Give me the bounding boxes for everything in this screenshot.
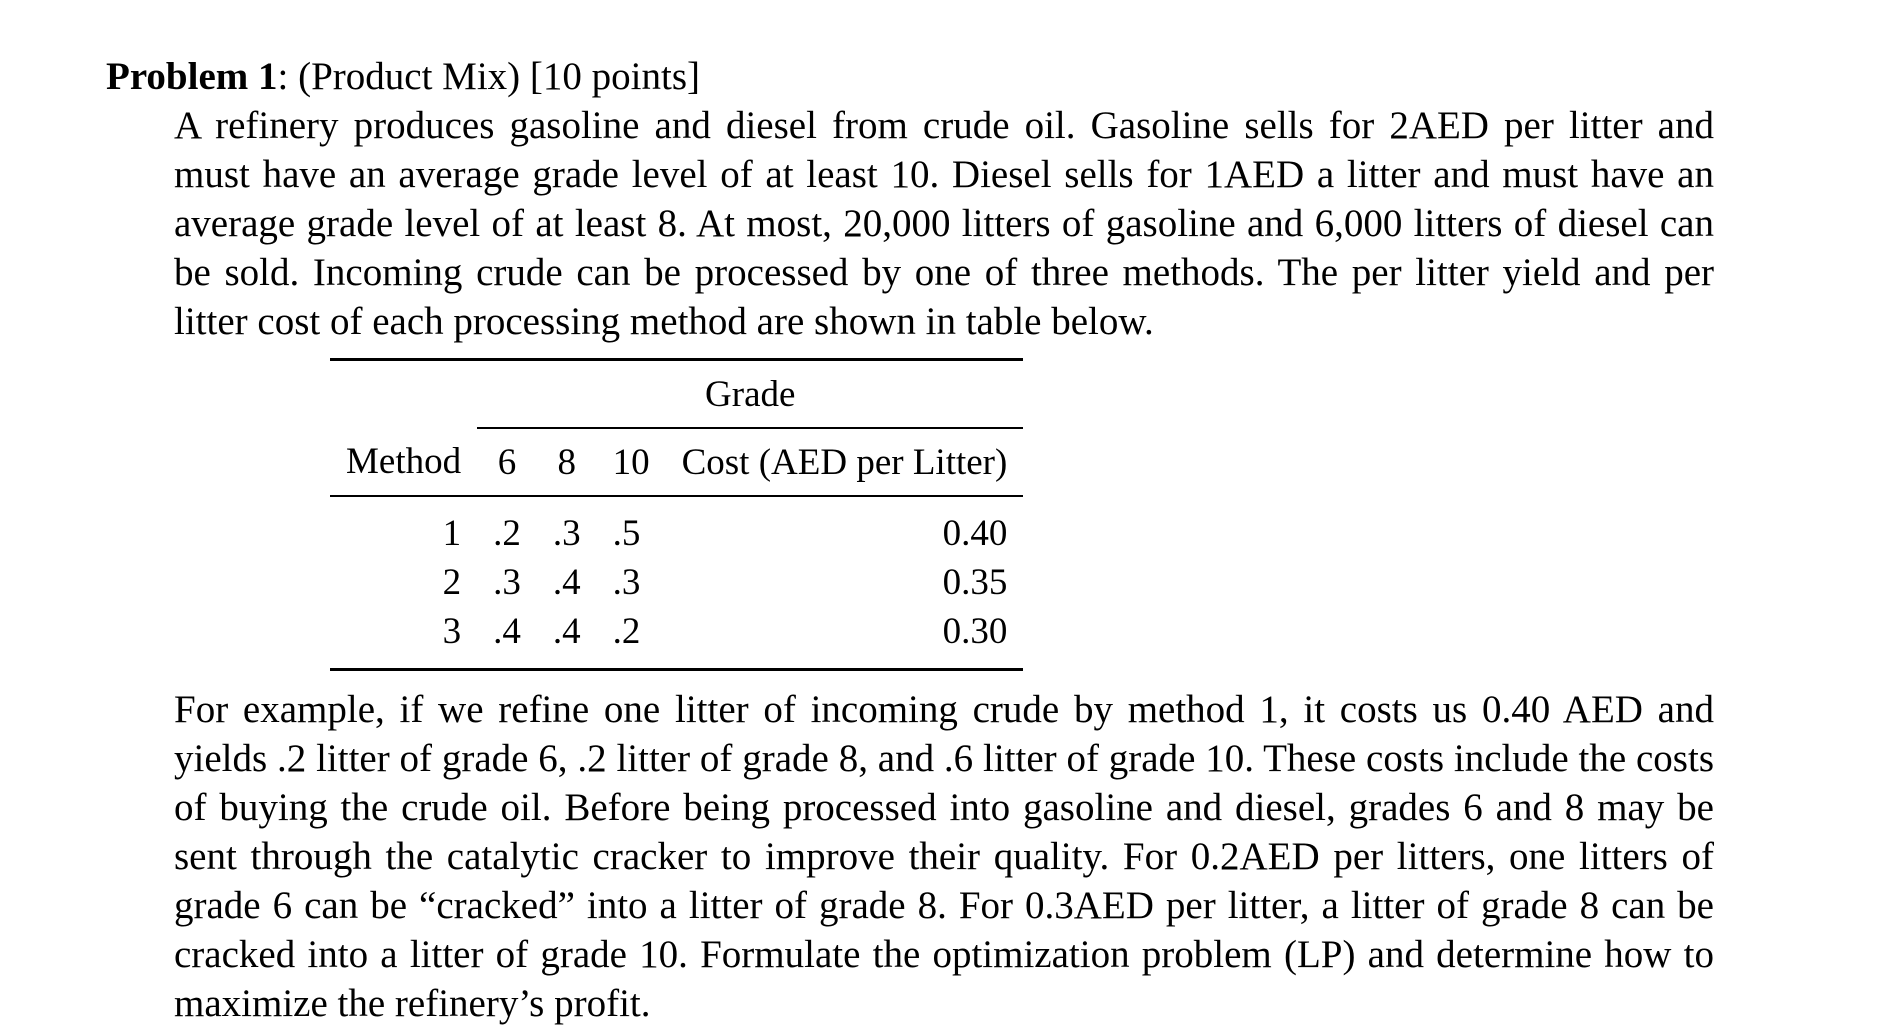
example-paragraph: For example, if we refine one litter of incoming crude by method 1, it costs us 0.40 AED and yields .2 litter of grade 6, .2 litter of grade 8, and .6 litter of grade 10. These costs include the costs of buying the crude oil. Before being processed into gasoline and diesel, grades 6 and 8 may be sent through the catalytic cracker to improve their quality. For 0.2AED per litters, one litters of grade 6 can be “cracked” into a litter of grade 8. For 0.3AED per litter, a litter of grade 8 can be cracked into a litter of grade 10. Formulate the optimization problem (LP) and determine how to maximize the refinery’s profit. xyxy=(174,688,1714,1025)
problem-subtitle: : (Product Mix) [10 points] xyxy=(277,55,700,98)
cell-grade-8: .4 xyxy=(552,611,581,652)
table-header-row xyxy=(330,428,1023,496)
table-row xyxy=(330,607,1023,670)
column-header-method: Method xyxy=(330,428,477,496)
intro-paragraph: A refinery produces gasoline and diesel from crude oil. Gasoline sells for 2AED per litter and must have an average grade level of at least 10. Diesel sells for 1AED a litter and must have an average grade level of at least 8. At most, 20,000 litters of gasoline and 6,000 litters of diesel can be sold. Incoming crude can be processed by one of three methods. The per litter yield and per litter cost of each processing method are shown in table below. xyxy=(174,104,1714,343)
cell-grade-10: .5 xyxy=(612,513,641,554)
cell-method: 2 xyxy=(442,562,462,603)
cell-grade-6: .3 xyxy=(493,562,521,603)
table-group-row xyxy=(330,361,1023,428)
column-header-cost: Cost (AED per Litter) xyxy=(666,428,1024,496)
table-bottom-rule xyxy=(330,670,1023,672)
cell-grade-6: .4 xyxy=(493,611,521,652)
column-header-grade-8: 8 xyxy=(537,428,597,496)
method-table xyxy=(330,358,1023,671)
cell-cost: 0.35 xyxy=(942,562,1008,603)
cell-method: 3 xyxy=(442,611,462,652)
cell-grade-8: .3 xyxy=(552,513,581,554)
cell-grade-6: .2 xyxy=(493,513,521,554)
problem-block xyxy=(106,52,1726,1028)
cell-grade-8: .4 xyxy=(552,562,581,603)
table-row xyxy=(330,496,1023,558)
problem-body xyxy=(174,101,1714,1028)
table-row xyxy=(330,558,1023,607)
cell-cost: 0.40 xyxy=(942,513,1008,554)
cell-cost: 0.30 xyxy=(942,611,1008,652)
cell-grade-10: .3 xyxy=(612,562,641,603)
cell-grade-10: .2 xyxy=(612,611,641,652)
grade-group-header: Grade xyxy=(477,361,1023,428)
problem-heading xyxy=(106,52,1726,101)
column-header-grade-6: 6 xyxy=(477,428,537,496)
cell-method: 1 xyxy=(442,513,462,554)
column-header-grade-10: 10 xyxy=(597,428,666,496)
table-wrapper xyxy=(174,358,1714,671)
problem-title: Problem 1 xyxy=(106,55,278,98)
